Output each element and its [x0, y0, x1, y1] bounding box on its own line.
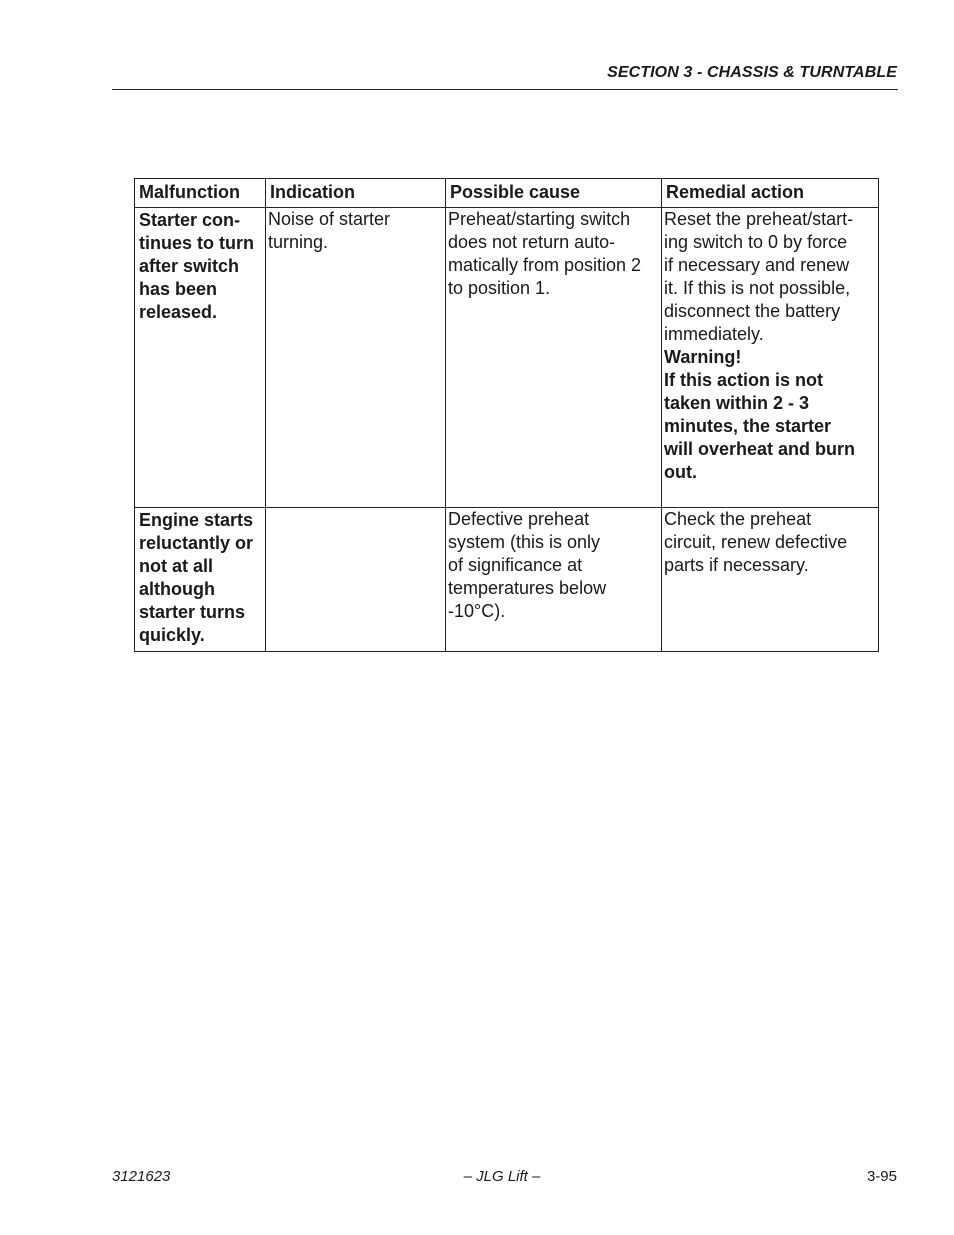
column-header-malfunction: Malfunction	[135, 179, 266, 208]
malfunction-cell: Starter con- tinues to turn after switch has been released.	[135, 208, 266, 508]
page-number: 3-95	[866, 1168, 897, 1185]
table-row	[135, 208, 879, 508]
possible-cause-cell: Preheat/starting switch does not return auto- matically from position 2 to position 1.	[446, 208, 662, 508]
malfunction-cell: Engine starts reluctantly or not at all although starter turns quickly.	[135, 508, 266, 652]
column-header-possible-cause: Possible cause	[446, 179, 662, 208]
header-divider	[112, 89, 898, 90]
remedial-action-cell: Check the preheat circuit, renew defective parts if necessary.	[662, 508, 879, 652]
table-row	[135, 508, 879, 652]
indication-cell: Noise of starter turning.	[266, 208, 446, 508]
warning-text: If this action is not	[664, 370, 824, 390]
document-number: 3121623	[112, 1168, 171, 1185]
possible-cause-cell: Defective preheat system (this is only of significance at temperatures below -10°C).	[446, 508, 662, 652]
table-header-row	[135, 179, 879, 208]
column-header-remedial-action: Remedial action	[662, 179, 879, 208]
remedial-action-cell: Reset the preheat/start- ing switch to 0 by force if necessary and renew it. If this is not possible, disconnect the battery immediately. Warning! If this action is not taken within 2 - 3 minutes, the starter will overheat and burn out.	[662, 208, 879, 508]
warning-title: Warning!	[664, 347, 742, 367]
column-header-indication: Indication	[266, 179, 446, 208]
publisher-label: – JLG Lift –	[463, 1168, 541, 1185]
indication-cell	[266, 508, 446, 652]
troubleshooting-table	[134, 178, 879, 652]
section-title: SECTION 3 - CHASSIS & TURNTABLE	[607, 64, 897, 81]
